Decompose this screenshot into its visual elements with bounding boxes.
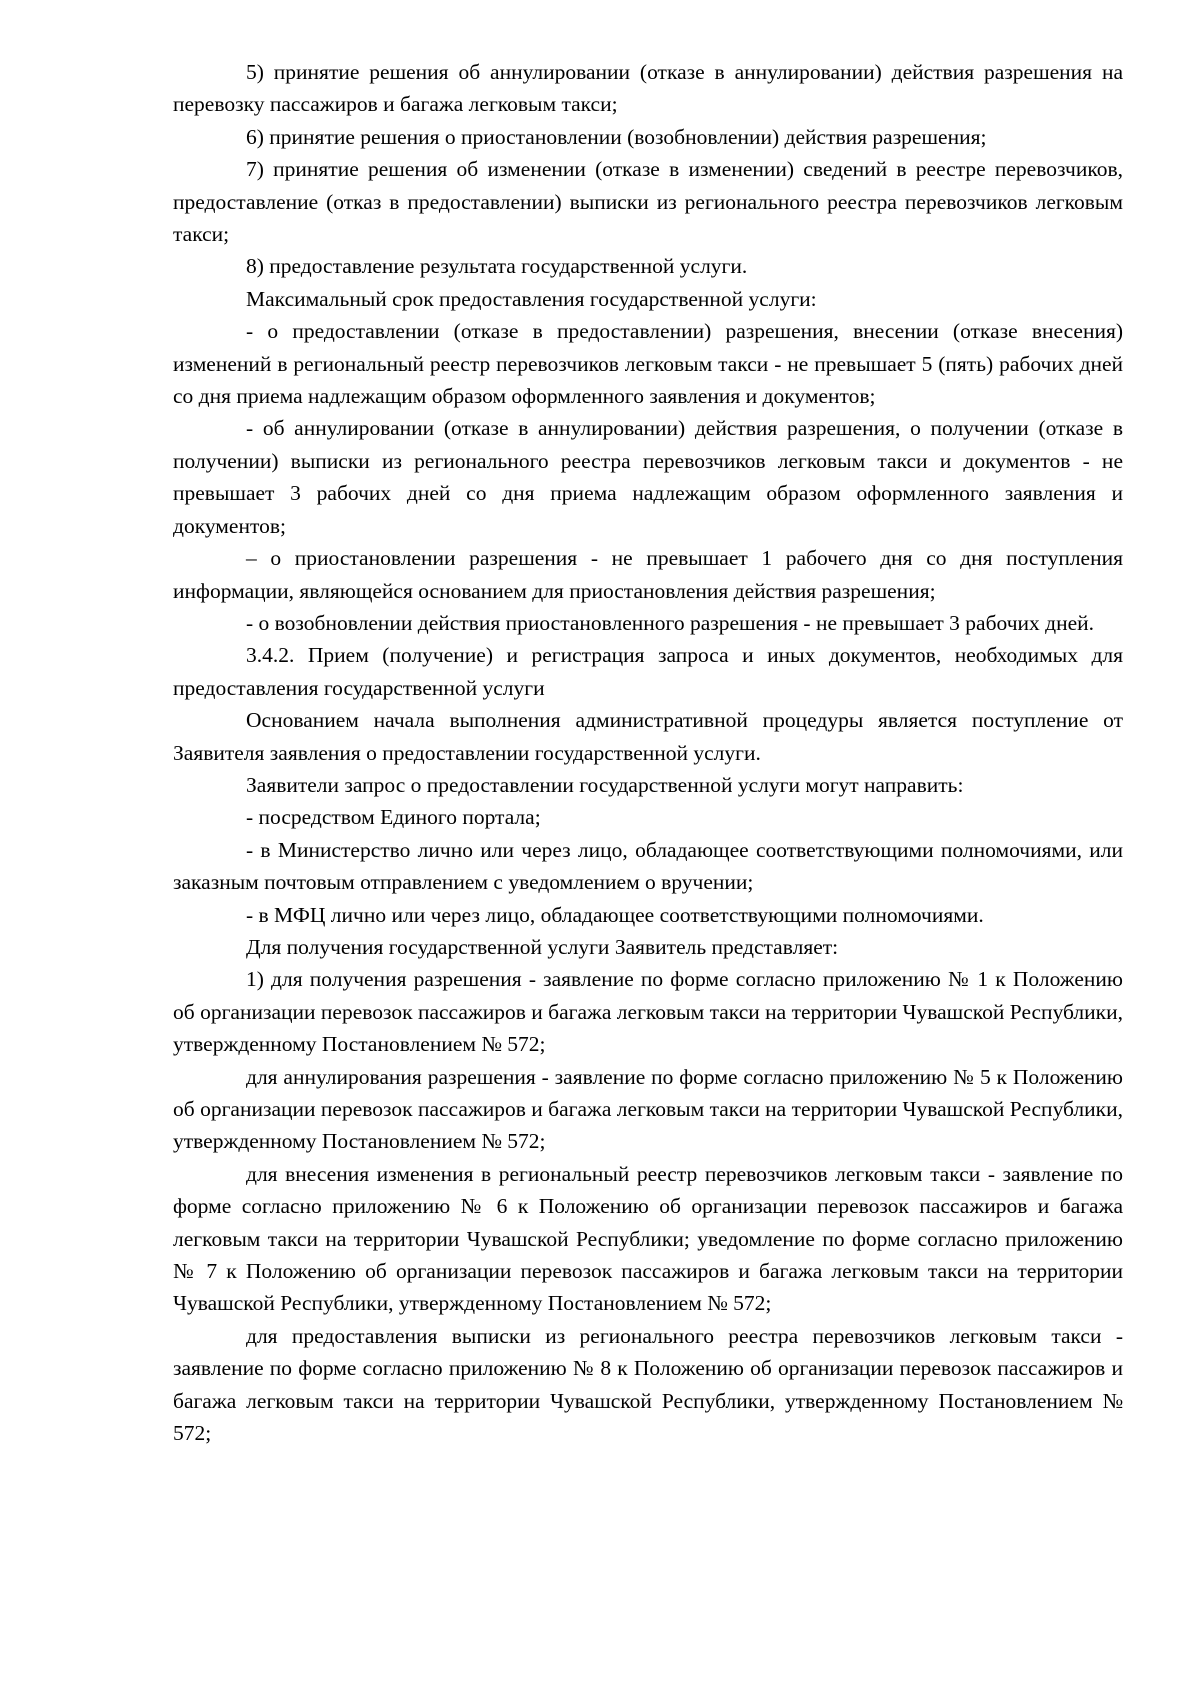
paragraph-form-permit: 1) для получения разрешения - заявление по форме согласно приложению № 1 к Положению об организации перевозок пассажиров и багажа легковым такси на территории Чувашской Республики, утвержденному Постановлением № 572;: [173, 967, 1123, 1057]
list-item-mfc: - в МФЦ лично или через лицо, обладающее соответствующими полномочиями.: [246, 902, 984, 927]
list-item-ministry: - в Министерство лично или через лицо, обладающее соответствующими полномочиями, или заказным почтовым отправлением с уведомлением о вручении;: [173, 837, 1123, 895]
paragraph-max-term-heading: Максимальный срок предоставления государственной услуги:: [246, 286, 817, 311]
paragraph-term-annulment: - об аннулировании (отказе в аннулировании) действия разрешения, о получении (отказе в получении) выписки из регионального реестра перевозчиков легковым такси и документов - не превышает 3 рабочих дней со дня приема надлежащим образом оформленного заявления и документов;: [173, 416, 1123, 538]
paragraph-form-registry-change: для внесения изменения в региональный реестр перевозчиков легковым такси - заявление по форме согласно приложению № 6 к Положению об организации перевозок пассажиров и багажа легковым такси на территории Чувашской Республики; уведомление по форме согласно приложению № 7 к Положению об организации перевозок пассажиров и багажа легковым такси на территории Чувашской Республики, утвержденному Постановлением № 572;: [173, 1161, 1123, 1316]
paragraph-item-7-registry-change: 7) принятие решения об изменении (отказе в изменении) сведений в реестре перевозчиков, предоставление (отказ в предоставлении) выписки из регионального реестра перевозчиков легковым такси;: [173, 157, 1123, 247]
paragraph-item-5-annulment: 5) принятие решения об аннулировании (отказе в аннулировании) действия разрешения на перевозку пассажиров и багажа легковым такси;: [173, 60, 1123, 117]
paragraph-term-resumption: - о возобновлении действия приостановленного разрешения - не превышает 3 рабочих дней.: [246, 610, 1095, 635]
list-item-unified-portal: - посредством Единого портала;: [246, 805, 541, 830]
paragraph-term-grant: - о предоставлении (отказе в предоставлении) разрешения, внесении (отказе внесения) изменений в региональный реестр перевозчиков легковым такси - не превышает 5 (пять) рабочих дней со дня приема надлежащим образом оформленного заявления и документов;: [173, 319, 1123, 409]
paragraph-form-annulment: для аннулирования разрешения - заявление по форме согласно приложению № 5 к Положению об организации перевозок пассажиров и багажа легковым такси на территории Чувашской Республики, утвержденному Постановлением № 572;: [173, 1064, 1123, 1154]
paragraph-form-registry-extract: для предоставления выписки из регионального реестра перевозчиков легковым такси - заявление по форме согласно приложению № 8 к Положению об организации перевозок пассажиров и багажа легковым такси на территории Чувашской Республики, утвержденному Постановлением № 572;: [173, 1323, 1123, 1446]
paragraph-item-8-result: 8) предоставление результата государственной услуги.: [246, 254, 748, 279]
paragraph-term-suspension: – о приостановлении разрешения - не превышает 1 рабочего дня со дня поступления информации, являющейся основанием для приостановления действия разрешения;: [173, 546, 1123, 603]
paragraph-applicant-provides: Для получения государственной услуги Заявитель представляет:: [246, 934, 839, 959]
section-heading-3-4-2: 3.4.2. Прием (получение) и регистрация запроса и иных документов, необходимых для предоставления государственной услуги: [173, 643, 1123, 700]
paragraph-submission-channels: Заявители запрос о предоставлении государственной услуги могут направить:: [246, 772, 964, 797]
paragraph-procedure-basis: Основанием начала выполнения административной процедуры является поступление от Заявителя заявления о предоставлении государственной услуги.: [173, 708, 1123, 765]
paragraph-item-6-suspension: 6) принятие решения о приостановлении (возобновлении) действия разрешения;: [246, 124, 987, 149]
document-page: [173, 56, 1123, 1449]
